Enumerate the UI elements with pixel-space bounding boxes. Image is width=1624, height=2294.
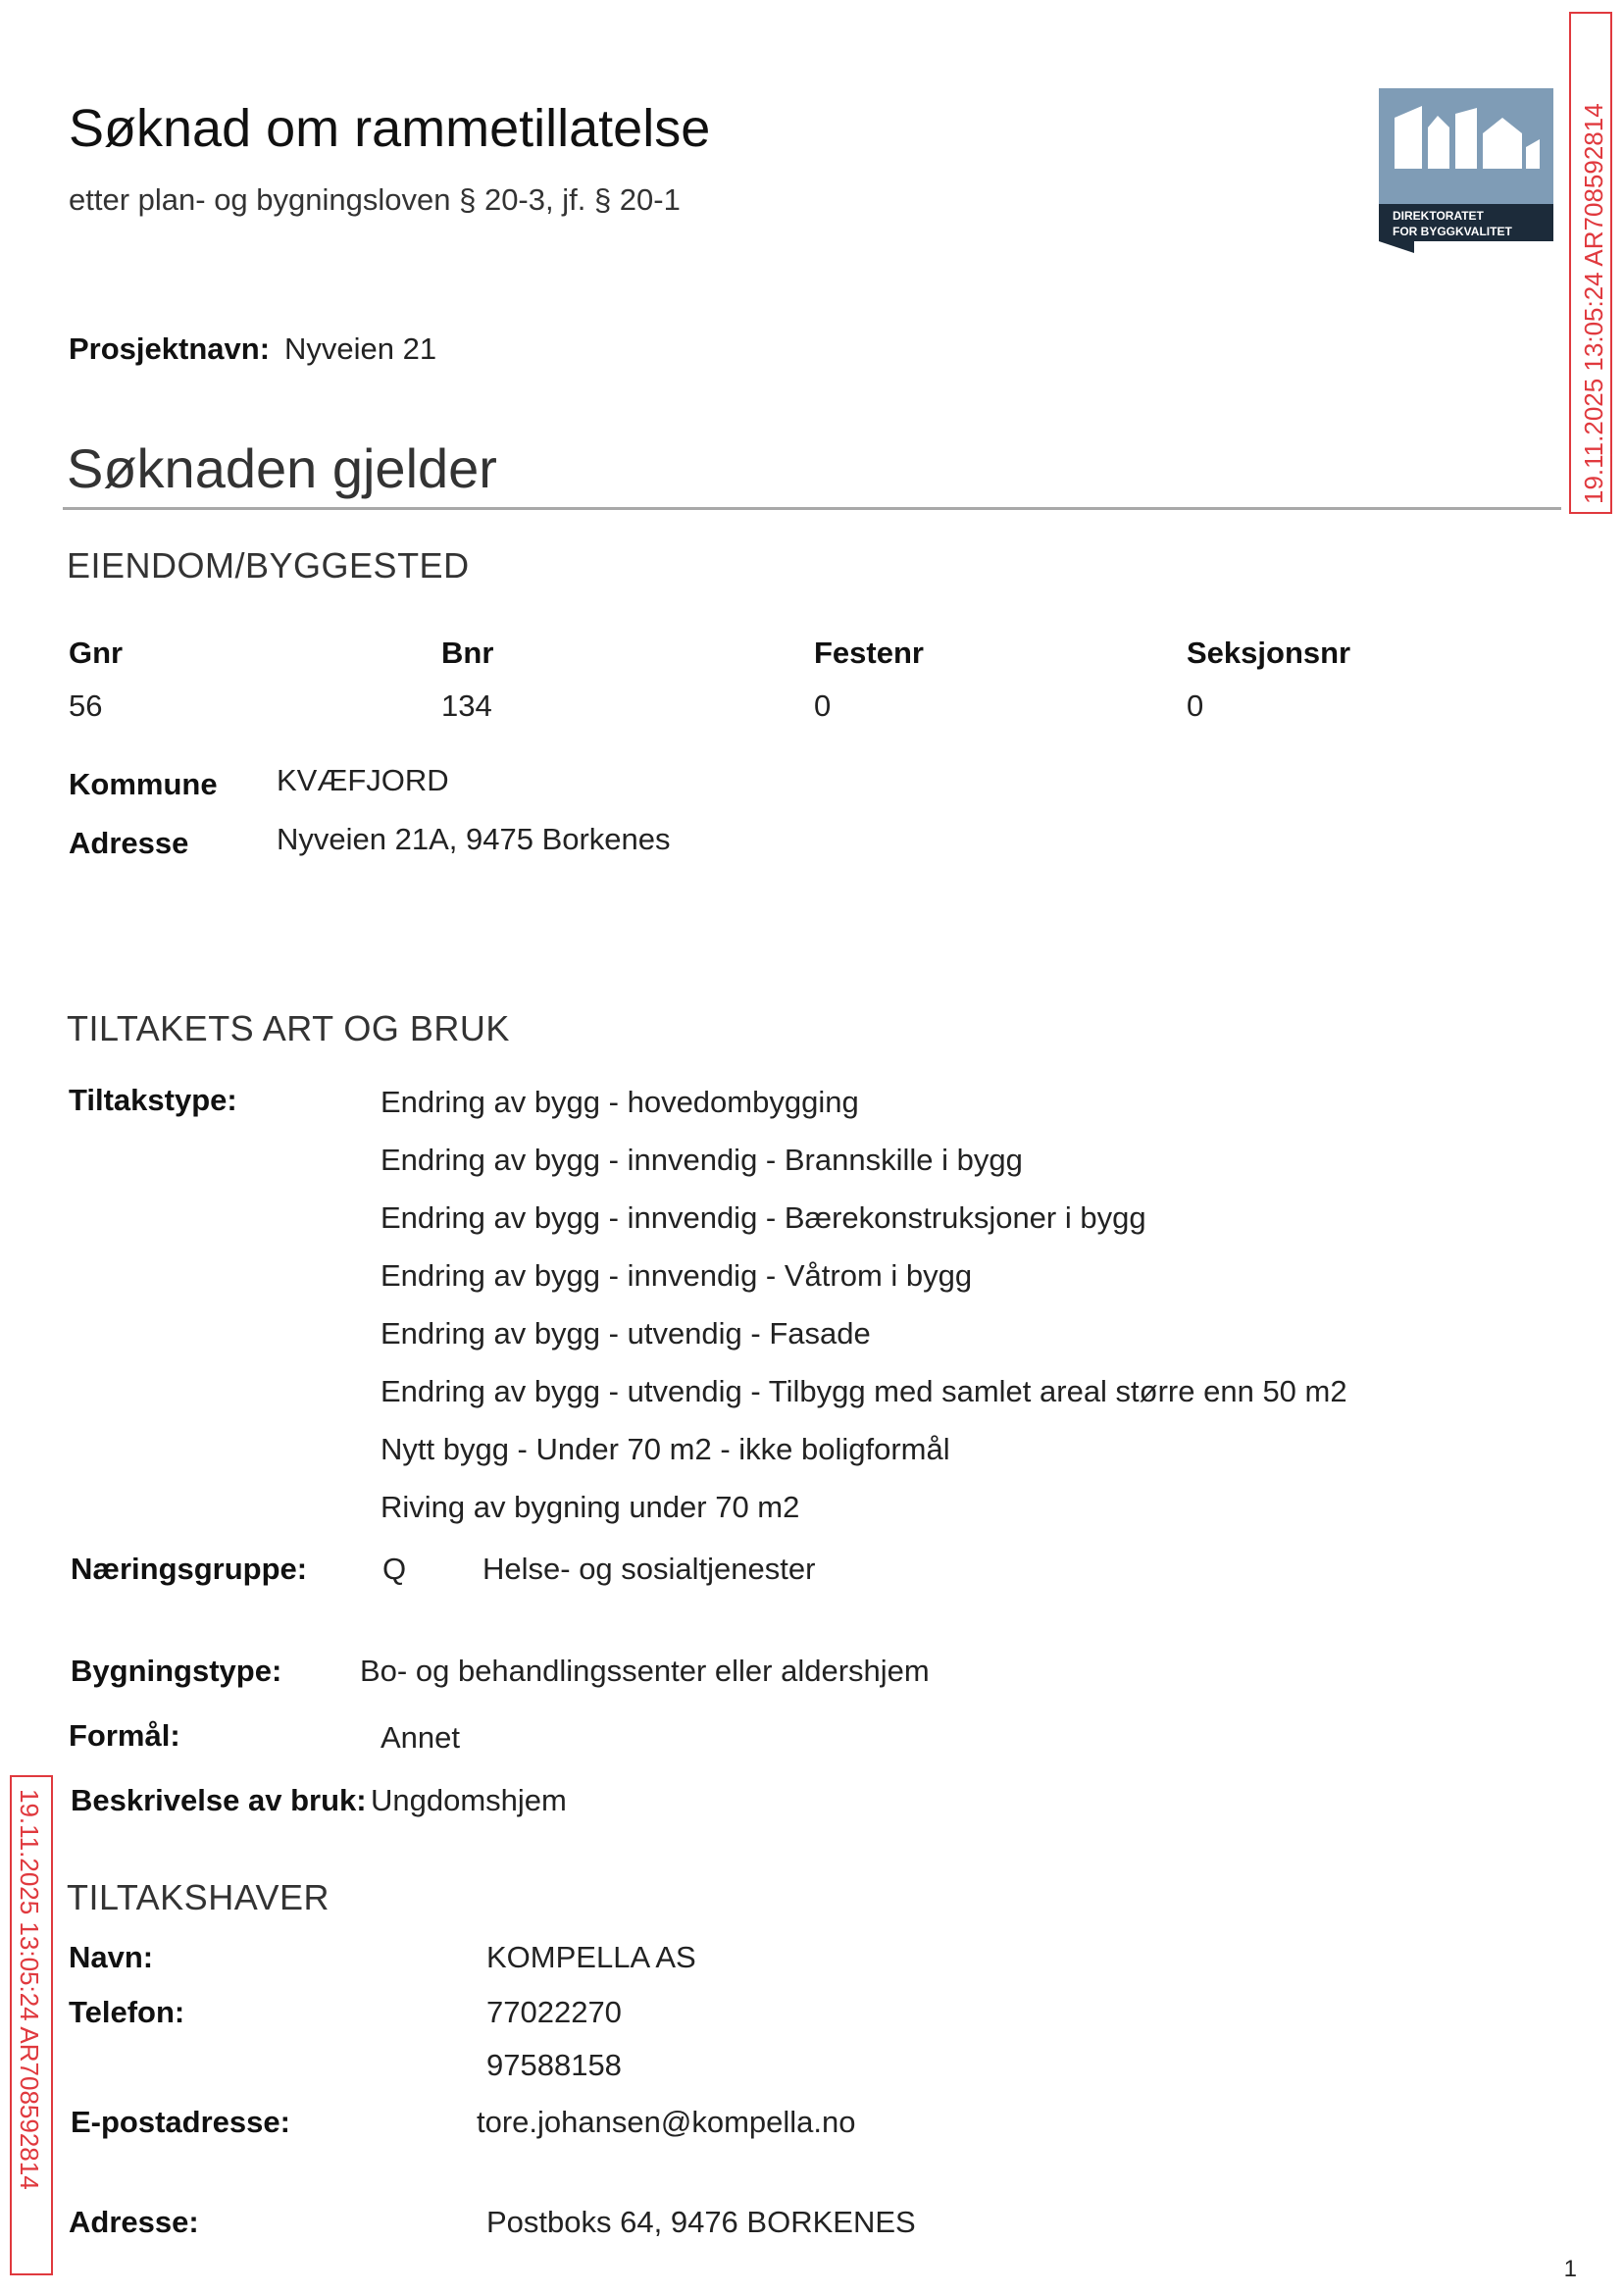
document-subtitle: etter plan- og bygningsloven § 20-3, jf. § 20-1 xyxy=(69,182,681,217)
postadresse-value: Postboks 64, 9476 BORKENES xyxy=(486,2205,916,2239)
property-heading: EIENDOM/BYGGESTED xyxy=(67,545,470,586)
stamp-text: 19.11.2025 13:05:24 AR708592814 xyxy=(1579,103,1608,504)
bnr-value: 134 xyxy=(441,688,492,723)
epost-label: E-postadresse: xyxy=(71,2105,290,2139)
tiltak-heading: TILTAKETS ART OG BRUK xyxy=(67,1008,510,1048)
postadresse-label: Adresse: xyxy=(69,2205,199,2239)
epost-value: tore.johansen@kompella.no xyxy=(477,2105,856,2139)
tiltakstype-item: Endring av bygg - innvendig - Våtrom i bygg xyxy=(381,1258,973,1293)
col-bnr-label: Bnr xyxy=(441,636,494,670)
tiltakstype-item: Endring av bygg - innvendig - Brannskille i bygg xyxy=(381,1143,1023,1177)
tiltakstype-item: Endring av bygg - utvendig - Tilbygg med samlet areal større enn 50 m2 xyxy=(381,1374,1347,1408)
project-label: Prosjektnavn: xyxy=(69,331,271,366)
page-number: 1 xyxy=(1563,2256,1577,2282)
naeringsgruppe-value: Helse- og sosialtjenester xyxy=(482,1552,816,1586)
col-festenr-label: Festenr xyxy=(814,636,924,670)
bygningstype-label: Bygningstype: xyxy=(71,1654,282,1688)
telefon-label: Telefon: xyxy=(69,1995,185,2029)
adresse-value: Nyveien 21A, 9475 Borkenes xyxy=(277,822,671,856)
logo-text-line1: DIREKTORATET xyxy=(1393,209,1484,223)
tiltakstype-item: Endring av bygg - hovedombygging xyxy=(381,1085,859,1119)
navn-label: Navn: xyxy=(69,1940,154,1974)
telefon-value: 97588158 xyxy=(486,2048,622,2082)
adresse-label: Adresse xyxy=(69,826,189,860)
kommune-label: Kommune xyxy=(69,767,218,801)
timestamp-stamp-top xyxy=(1569,12,1612,514)
kommune-value: KVÆFJORD xyxy=(277,763,449,797)
tiltakshaver-heading: TILTAKSHAVER xyxy=(67,1877,330,1917)
naeringsgruppe-label: Næringsgruppe: xyxy=(71,1552,308,1586)
stamp-text: 19.11.2025 13:05:24 AR708592814 xyxy=(15,1789,44,2190)
dibk-logo xyxy=(1379,88,1553,253)
document-title: Søknad om rammetillatelse xyxy=(69,99,711,158)
tiltakstype-item: Nytt bygg - Under 70 m2 - ikke boligformål xyxy=(381,1432,950,1466)
section-title: Søknaden gjelder xyxy=(67,437,497,499)
tiltakstype-item: Riving av bygning under 70 m2 xyxy=(381,1490,800,1524)
navn-value: KOMPELLA AS xyxy=(486,1940,696,1974)
tiltakstype-item: Endring av bygg - utvendig - Fasade xyxy=(381,1316,871,1351)
naeringsgruppe-code: Q xyxy=(382,1552,407,1586)
tiltakstype-item: Endring av bygg - innvendig - Bærekonstruksjoner i bygg xyxy=(381,1200,1146,1235)
seksjonsnr-value: 0 xyxy=(1187,688,1204,723)
formal-label: Formål: xyxy=(69,1718,180,1753)
tiltakstype-label: Tiltakstype: xyxy=(69,1083,237,1117)
bruk-value: Ungdomshjem xyxy=(371,1783,567,1817)
timestamp-stamp-bottom xyxy=(10,1775,53,2275)
logo-text-line2: FOR BYGGKVALITET xyxy=(1393,225,1512,238)
section-divider xyxy=(63,507,1561,510)
festenr-value: 0 xyxy=(814,688,832,723)
bygningstype-value: Bo- og behandlingssenter eller aldershjem xyxy=(360,1654,930,1688)
col-seksjonsnr-label: Seksjonsnr xyxy=(1187,636,1351,670)
gnr-value: 56 xyxy=(69,688,103,723)
formal-value: Annet xyxy=(381,1720,461,1755)
col-gnr-label: Gnr xyxy=(69,636,124,670)
telefon-value: 77022270 xyxy=(486,1995,622,2029)
bruk-label: Beskrivelse av bruk: xyxy=(71,1783,367,1817)
project-value: Nyveien 21 xyxy=(284,331,437,366)
